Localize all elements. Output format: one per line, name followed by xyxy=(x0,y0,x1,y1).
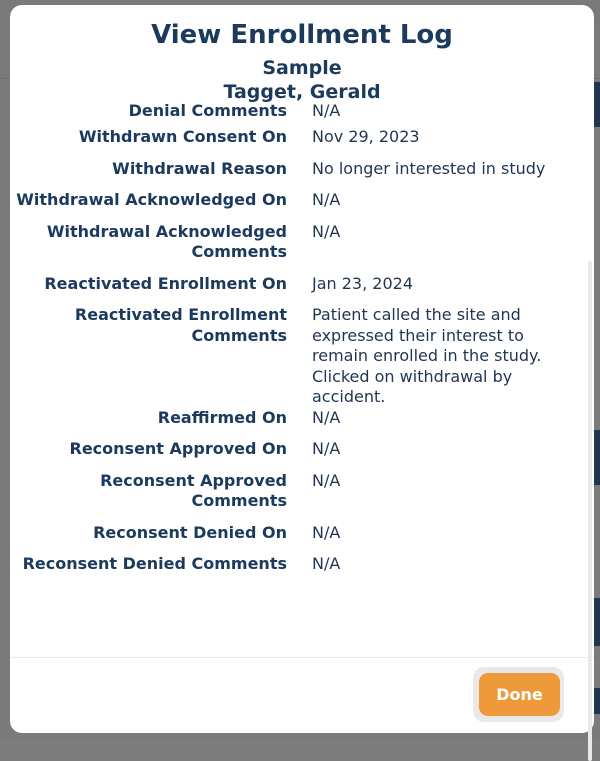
detail-value: Patient called the site and expressed their interest to remain enrolled in the study. Clicked on withdrawal by accident. xyxy=(312,305,542,406)
detail-label: Withdrawal Acknowledged Comments xyxy=(46,221,287,261)
detail-row-reconsent-approved-on xyxy=(10,435,594,460)
done-button-focus-ring xyxy=(473,667,564,722)
detail-value: N/A xyxy=(312,554,341,573)
detail-value: N/A xyxy=(312,101,341,120)
detail-value: N/A xyxy=(312,470,341,490)
modal-subtitle: Sample xyxy=(262,57,342,79)
detail-value: N/A xyxy=(312,407,341,427)
done-button[interactable]: Done xyxy=(479,673,560,716)
enrollment-log-modal xyxy=(10,5,594,733)
detail-row-withdrawal-reason xyxy=(10,155,594,180)
detail-value: N/A xyxy=(312,439,341,458)
detail-row-reactivated-enrollment-on xyxy=(10,270,594,295)
detail-value: No longer interested in study xyxy=(312,158,546,178)
modal-title: View Enrollment Log xyxy=(151,20,453,50)
modal-header xyxy=(10,5,594,104)
detail-label: Denial Comments xyxy=(128,101,287,120)
detail-row-denial-comments xyxy=(10,101,594,123)
detail-row-withdrawn-consent-on xyxy=(10,123,594,148)
detail-value: N/A xyxy=(312,221,341,241)
patient-name: Tagget, Gerald xyxy=(223,81,381,103)
detail-row-reconsent-denied-comments xyxy=(10,550,594,575)
detail-label: Withdrawal Acknowledged On xyxy=(16,190,287,209)
detail-row-reaffirmed-on xyxy=(10,404,594,429)
detail-row-reconsent-approved-comments xyxy=(10,467,594,512)
detail-row-reconsent-denied-on xyxy=(10,519,594,544)
modal-footer-divider xyxy=(10,657,594,658)
modal-scrollbar[interactable] xyxy=(588,261,592,761)
detail-label: Reconsent Denied On xyxy=(93,522,287,542)
detail-label: Reconsent Approved Comments xyxy=(100,470,287,510)
modal-body[interactable] xyxy=(10,101,594,657)
detail-value: N/A xyxy=(312,522,341,542)
detail-label: Reactivated Enrollment On xyxy=(44,273,287,293)
detail-label: Reaffirmed On xyxy=(157,407,287,427)
detail-label: Withdrawal Reason xyxy=(112,158,287,178)
log-details-list xyxy=(10,101,594,575)
detail-value: Nov 29, 2023 xyxy=(312,127,420,146)
detail-label: Reconsent Approved On xyxy=(69,439,287,458)
detail-label: Reconsent Denied Comments xyxy=(22,554,287,573)
detail-row-withdrawal-acknowledged-comments xyxy=(10,218,594,263)
detail-value: Jan 23, 2024 xyxy=(312,273,413,293)
detail-label: Reactivated Enrollment Comments xyxy=(74,305,287,345)
detail-row-withdrawal-acknowledged-on xyxy=(10,186,594,211)
detail-value: N/A xyxy=(312,190,341,209)
detail-row-reactivated-enrollment-comments xyxy=(10,301,594,408)
detail-label: Withdrawn Consent On xyxy=(78,127,287,146)
